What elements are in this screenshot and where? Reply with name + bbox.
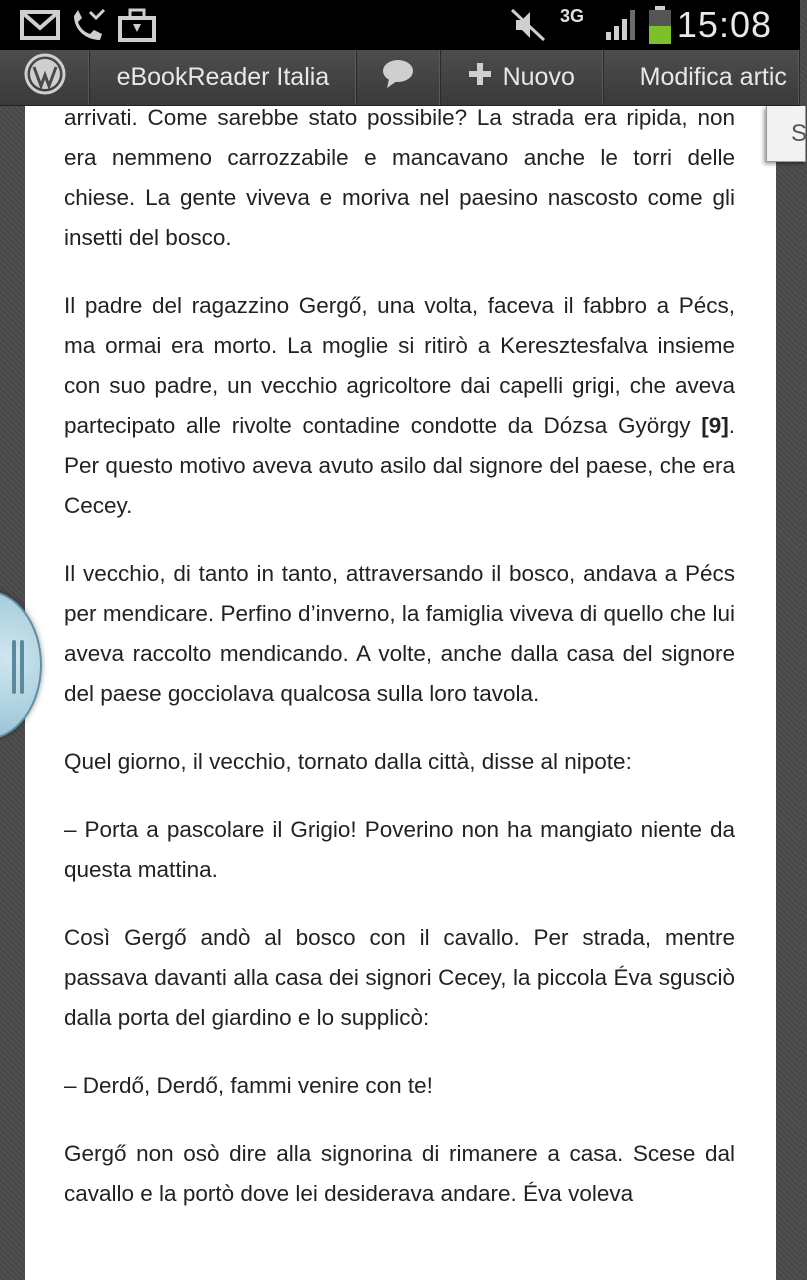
wordpress-logo-button[interactable] <box>0 50 90 105</box>
wordpress-icon <box>24 53 66 102</box>
paragraph: Gergő non osò dire alla signorina di rimanere a casa. Scese dal cavallo e la portò dove lei desiderava andare. Éva voleva <box>64 1141 735 1206</box>
paragraph: Così Gergő andò al bosco con il cavallo. Per strada, mentre passava davanti alla casa dei signori Cecey, la piccola Éva sgusciò dalla porta del giardino e lo supplicò: <box>64 925 735 1030</box>
article-body <box>64 106 735 1280</box>
comment-bubble-icon <box>381 59 415 96</box>
plus-icon <box>469 63 491 92</box>
battery-icon <box>648 6 672 49</box>
paragraph: – Porta a pascolare il Grigio! Poverino non ha mangiato niente da questa mattina. <box>64 817 735 882</box>
mute-icon <box>510 8 546 47</box>
grip-line-icon <box>12 640 16 694</box>
gmail-icon <box>20 8 60 47</box>
briefcase-icon <box>118 8 156 47</box>
missed-call-icon <box>68 8 108 47</box>
clock: 15:08 <box>676 4 772 45</box>
paragraph: Quel giorno, il vecchio, tornato dalla città, disse al nipote: <box>64 749 632 774</box>
comments-button[interactable] <box>357 50 441 105</box>
paragraph: arrivati. Come sarebbe stato possibile? La strada era ripida, non era nemmeno carrozzabile e mancavano anche le torri delle chiese. La gente viveva e moriva nel paesino nascosto come gli insetti del bosco. <box>64 105 735 250</box>
new-label: Nuovo <box>502 63 575 91</box>
grip-line-icon <box>20 640 24 694</box>
status-bar <box>0 0 800 50</box>
paragraph <box>64 286 735 526</box>
paragraph: – Derdő, Derdő, fammi venire con te! <box>64 1073 433 1098</box>
paragraph-text: Il padre del ragazzino Gergő, una volta, faceva il fabbro a Pécs, ma ormai era morto. La moglie si ritirò a Keresztesfalva insieme con suo padre, un vecchio agricoltore dai capelli grigi, che aveva partecipato alle rivolte contadine condotte da Dózsa György <box>64 293 735 438</box>
footnote-link[interactable]: [9] <box>701 413 729 438</box>
paragraph-text: . Per questo motivo aveva avuto asilo dal signore del paese, che era Cecey. <box>64 413 735 518</box>
side-tab-label: S <box>791 120 807 147</box>
edit-article-button[interactable]: Modifica artic <box>604 50 800 105</box>
site-name-link[interactable]: eBookReader Italia <box>90 50 356 105</box>
paragraph: Il vecchio, di tanto in tanto, attraversando il bosco, andava a Pécs per mendicare. Perfino d’inverno, la famiglia viveva di quello che lui aveva raccolto mendicando. A volte, anche dalla casa del signore del paese gocciolava qualcosa sulla loro tavola. <box>64 561 735 706</box>
network-type: 3G <box>560 6 585 26</box>
new-content-button[interactable] <box>441 50 604 105</box>
side-tab[interactable] <box>766 106 806 162</box>
signal-icon <box>604 6 640 47</box>
